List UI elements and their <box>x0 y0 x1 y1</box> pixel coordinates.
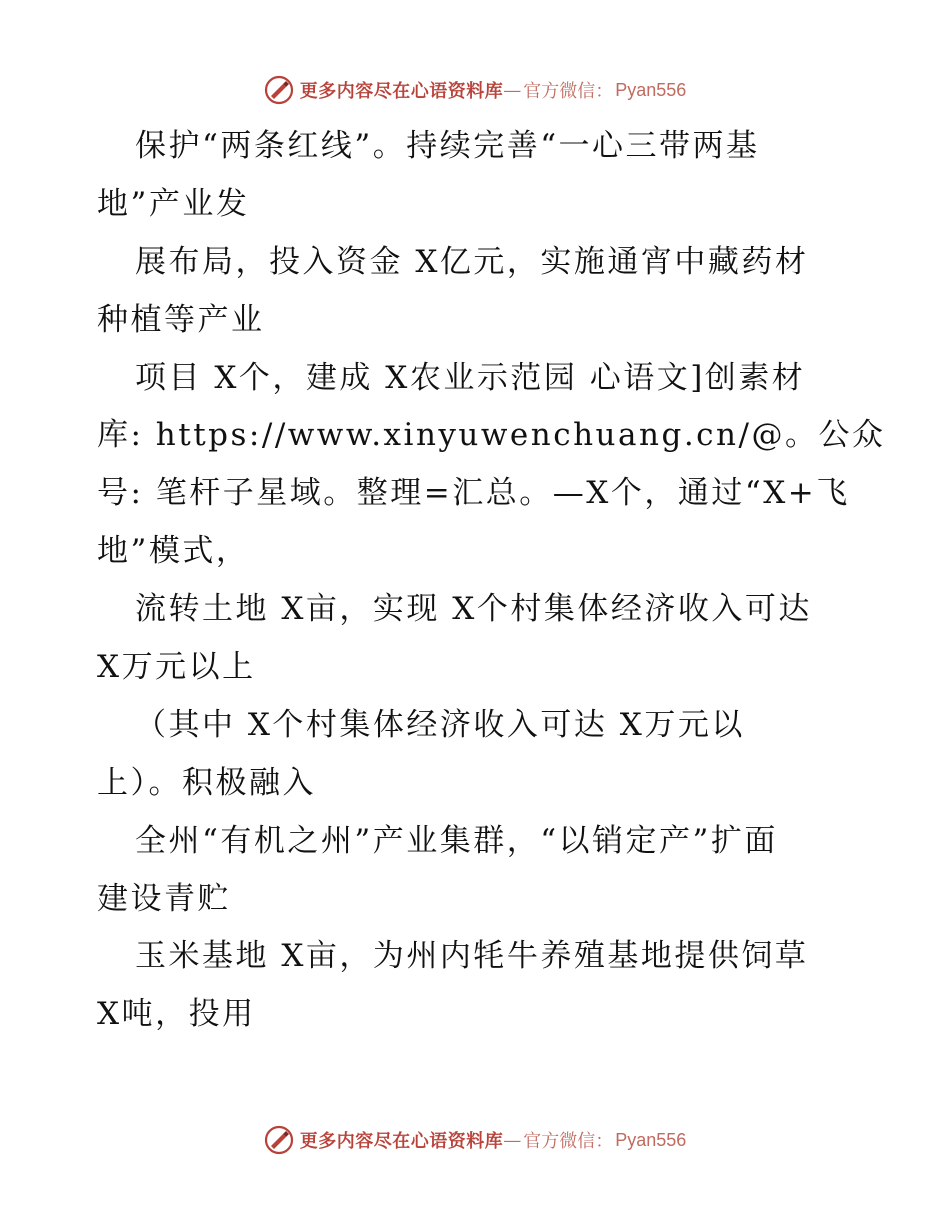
watermark-wechat-id: Pyan556 <box>615 1129 687 1150</box>
watermark-dash: — <box>503 79 522 101</box>
watermark-wechat-id: Pyan556 <box>615 79 687 100</box>
watermark-wechat-label: 官方微信： <box>523 81 614 102</box>
header-watermark <box>0 70 950 110</box>
text-line: 种植等产业 <box>97 301 265 338</box>
text-line: 流转土地 X亩，实现 X个村集体经济收入可达 <box>135 591 812 628</box>
text-line: X万元以上 <box>97 649 256 686</box>
text-line: 全州“有机之州”产业集群，“以销定产”扩面 <box>135 822 778 859</box>
footer-watermark <box>0 1120 950 1160</box>
text-line: 上）。积极融入 <box>97 764 316 801</box>
watermark-text: 更多内容尽在心语资料库 <box>299 1131 504 1152</box>
watermark-text: 更多内容尽在心语资料库 <box>299 81 504 102</box>
text-line: X吨，投用 <box>97 996 256 1033</box>
pen-logo-icon <box>264 75 294 105</box>
text-line: 号: 笔杆子星域。整理=汇总。—X个，通过“X+飞 <box>97 475 850 512</box>
text-line: 地”产业发 <box>97 185 250 222</box>
text-line: 地”模式， <box>97 533 250 570</box>
text-line: （其中 X个村集体经济收入可达 X万元以 <box>135 706 745 743</box>
text-line: 建设青贮 <box>97 880 231 917</box>
pen-logo-icon <box>264 1125 294 1155</box>
document-body <box>97 118 886 1044</box>
watermark-wechat-label: 官方微信： <box>523 1131 614 1152</box>
text-line: 库: https://www.xinyuwenchuang.cn/@。公众 <box>97 417 886 454</box>
text-line: 保护“两条红线”。持续完善“一心三带两基 <box>135 128 760 164</box>
text-line: 项目 X个，建成 X农业示范园 心语文]创素材 <box>135 359 806 396</box>
watermark-dash: — <box>503 1129 522 1151</box>
text-line: 玉米基地 X亩，为州内牦牛养殖基地提供饲草 <box>135 938 809 975</box>
text-line: 展布局，投入资金 X亿元，实施通宵中藏药材 <box>135 243 809 280</box>
